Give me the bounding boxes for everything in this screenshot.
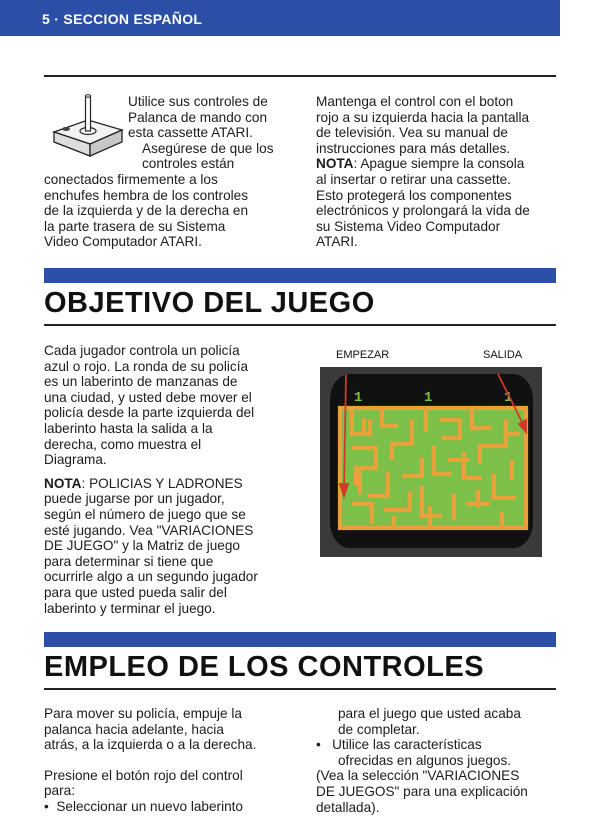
text-line: : POLICIAS Y LADRONES [81, 475, 243, 491]
section-bar-controles [44, 632, 556, 647]
text-line: Asegúrese de que los [142, 140, 274, 156]
bullet-text: Seleccionar un nuevo laberinto [56, 798, 243, 814]
text-line: DE JUEGO" y la Matriz de juego [44, 538, 240, 554]
bullet: • [44, 798, 57, 814]
controles-left [44, 706, 256, 815]
text-line: atrás, a la izquierda o a la derecha. [44, 737, 257, 753]
text-line: para determinar si tiene que [44, 553, 214, 569]
heading-objetivo: OBJETIVO DEL JUEGO [44, 287, 375, 319]
text-line: rojo a su izquierda hacia la pantalla [316, 109, 530, 125]
score-2: 1 [424, 390, 433, 406]
text-line: Palanca de mando con [128, 109, 268, 125]
maze-graphic [330, 374, 533, 548]
text-line: una ciudad, y usted debe mover el [44, 389, 252, 405]
bullet: • [316, 737, 333, 753]
text-line: su Sistema Video Computador [316, 218, 501, 234]
text-line: instrucciones para más detalles. [316, 140, 511, 156]
text-line: para: [44, 783, 75, 799]
text-line: ATARI. [316, 234, 358, 250]
section-header-label: 5 · SECCION ESPAÑOL [42, 11, 203, 27]
text-line: derecha, como muestra el [44, 436, 202, 452]
text-line: para el juego que usted acaba [338, 706, 521, 721]
text-line: Video Computador ATARI. [44, 234, 202, 250]
text-line: Para mover su policía, empuje la [44, 706, 242, 721]
note-label: NOTA [316, 156, 354, 172]
text-line: ofrecidas en algunos juegos. [338, 752, 512, 768]
controles-right [316, 706, 528, 815]
text-line: puede jugarse por un jugador, [44, 491, 225, 507]
text-line: azul o rojo. La ronda de su policía [44, 358, 249, 374]
score-3: 1 [504, 390, 513, 406]
text-line: Esto protegerá los componentes [316, 187, 512, 203]
intro-left-top [128, 94, 274, 172]
joystick-icon [50, 92, 126, 164]
heading-controles: EMPLEO DE LOS CONTROLES [44, 651, 485, 683]
text-line: policía desde la parte izquierda del [44, 405, 255, 421]
text-line: Diagrama. [44, 452, 107, 468]
label-empezar: EMPEZAR [336, 349, 390, 361]
text-line: controles están [142, 156, 235, 172]
text-line: palanca hacia adelante, hacia [44, 721, 224, 737]
maze-screen [330, 374, 533, 548]
heading-rule-controles [44, 688, 556, 690]
heading-rule-objetivo [44, 324, 556, 326]
score-1: 1 [354, 390, 363, 406]
text-line: de la izquierda y de la derecha en [44, 203, 249, 219]
objetivo-text [44, 343, 258, 616]
text-line: Mantenga el control con el boton [316, 94, 514, 109]
text-line: es un laberinto de manzanas de [44, 374, 238, 390]
text-line: detallada). [316, 799, 380, 815]
text-line: Cada jugador controla un policía [44, 343, 240, 358]
top-rule [44, 75, 556, 77]
text-line: la parte trasera de su Sistema [44, 218, 226, 234]
text-line: : Apague siempre la consola [353, 156, 525, 172]
text-line: Utilice sus controles de [128, 94, 268, 109]
section-header-bar [0, 0, 560, 36]
text-line: (Vea la selección "VARIACIONES [316, 768, 520, 784]
text-line: según el número de juego que se [44, 506, 246, 522]
text-line: Presione el botón rojo del control [44, 767, 243, 783]
text-line: al insertar o retirar una cassette. [316, 171, 511, 187]
text-line: laberinto y terminar el juego. [44, 600, 216, 616]
text-line: para que usted pueda salir del [44, 584, 227, 600]
intro-left-bottom [44, 172, 248, 250]
text-line: de completar. [338, 721, 420, 737]
label-salida: SALIDA [483, 349, 523, 361]
text-line: DE JUEGOS" para una explicación [316, 783, 528, 799]
text-line: electrónicos y prolongará la vida de [316, 203, 530, 219]
text-line: laberinto hasta la salida a la [44, 420, 213, 436]
note-label: NOTA [44, 475, 82, 491]
text-line: ocurrirle algo a un segundo jugador [44, 569, 258, 585]
bullet-text: Utilice las características [332, 737, 482, 753]
intro-right [316, 94, 530, 250]
section-bar-objetivo [44, 268, 556, 283]
text-line: de televisión. Vea su manual de [316, 125, 508, 141]
text-line: esta cassette ATARI. [128, 125, 253, 141]
text-line: enchufes hembra de los controles [44, 187, 249, 203]
text-line: esté jugando. Vea "VARIACIONES [44, 522, 254, 538]
text-line: conectados firmemente a los [44, 172, 218, 187]
